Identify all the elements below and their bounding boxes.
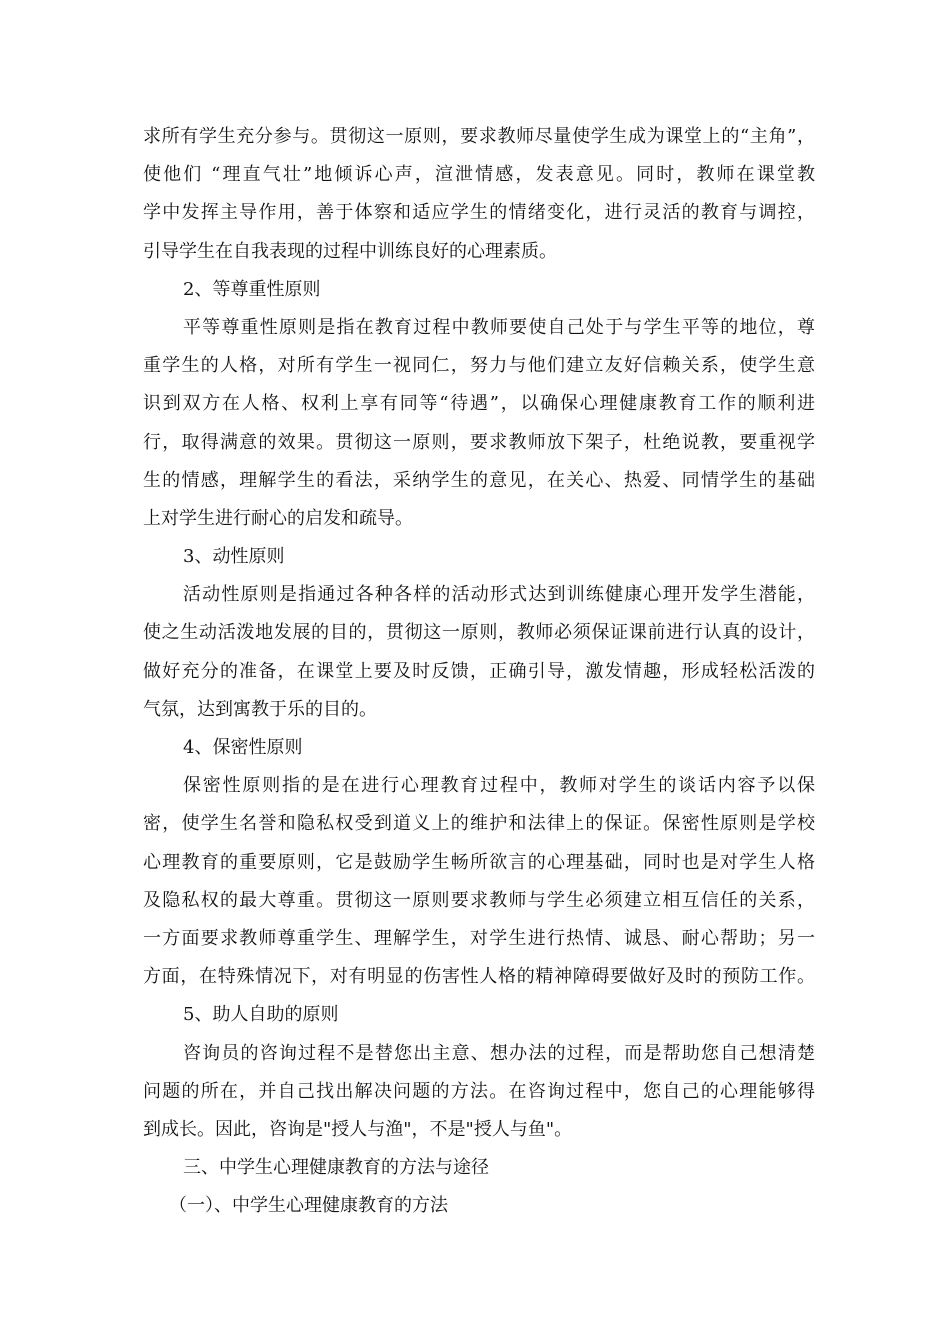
text-line: 问题的所在，并自己找出解决问题的方法。在咨询过程中，您自己的心理能够得 <box>143 1080 815 1102</box>
text-line: 识到双方在人格、权利上享有同等“待遇”，以确保心理健康教育工作的顺利进 <box>143 393 815 415</box>
text-line: 密，使学生名誉和隐私权受到道义上的维护和法律上的保证。保密性原则是学校 <box>143 813 815 835</box>
text-line: 一方面要求教师尊重学生、理解学生，对学生进行热情、诚恳、耐心帮助；另一 <box>143 927 815 949</box>
text-line: 引导学生在自我表现的过程中训练良好的心理素质。 <box>143 240 557 262</box>
text-line: 做好充分的准备，在课堂上要及时反馈，正确引导，激发情趣，形成轻松活泼的 <box>143 660 815 682</box>
text-line: 行，取得满意的效果。贯彻这一原则，要求教师放下架子，杜绝说教，要重视学 <box>143 431 815 453</box>
text-line: 方面，在特殊情况下，对有明显的伤害性人格的精神障碍要做好及时的预防工作。 <box>143 966 815 988</box>
text-line: 上对学生进行耐心的启发和疏导。 <box>143 507 413 529</box>
text-line: 平等尊重性原则是指在教育过程中教师要使自己处于与学生平等的地位，尊 <box>183 316 815 338</box>
chapter-heading: 三、中学生心理健康教育的方法与途径 <box>183 1157 489 1179</box>
document-body <box>143 118 815 1225</box>
text-line: 气氛，达到寓教于乐的目的。 <box>143 698 377 720</box>
text-line: 到成长。因此，咨询是"授人与渔"，不是"授人与鱼"。 <box>143 1118 573 1140</box>
text-line: 心理教育的重要原则，它是鼓励学生畅所欲言的心理基础，同时也是对学生人格 <box>143 851 815 873</box>
section-heading: 2、等尊重性原则 <box>183 278 321 300</box>
text-line: 保密性原则指的是在进行心理教育过程中，教师对学生的谈话内容予以保 <box>183 775 815 797</box>
text-line: 重学生的人格，对所有学生一视同仁，努力与他们建立友好信赖关系，使学生意 <box>143 355 815 377</box>
text-line: 活动性原则是指通过各种各样的活动形式达到训练健康心理开发学生潜能， <box>183 584 815 606</box>
text-line: 生的情感，理解学生的看法，采纳学生的意见，在关心、热爱、同情学生的基础 <box>143 469 815 491</box>
subsection-heading: （一）、中学生心理健康教育的方法 <box>169 1195 448 1217</box>
text-line: 学中发挥主导作用，善于体察和适应学生的情绪变化，进行灵活的教育与调控， <box>143 202 815 224</box>
text-line: 及隐私权的最大尊重。贯彻这一原则要求教师与学生必须建立相互信任的关系， <box>143 889 815 911</box>
section-heading: 5、助人自助的原则 <box>183 1004 339 1026</box>
section-heading: 4、保密性原则 <box>183 737 303 758</box>
text-line: 使他们 “理直气壮”地倾诉心声，渲泄情感，发表意见。同时，教师在课堂教 <box>143 164 815 186</box>
text-line: 求所有学生充分参与。贯彻这一原则，要求教师尽量使学生成为课堂上的“主角”， <box>143 126 815 147</box>
text-line: 咨询员的咨询过程不是替您出主意、想办法的过程，而是帮助您自己想清楚 <box>183 1042 815 1064</box>
text-line: 使之生动活泼地发展的目的，贯彻这一原则，教师必须保证课前进行认真的设计， <box>143 622 815 644</box>
section-heading: 3、动性原则 <box>183 546 285 568</box>
